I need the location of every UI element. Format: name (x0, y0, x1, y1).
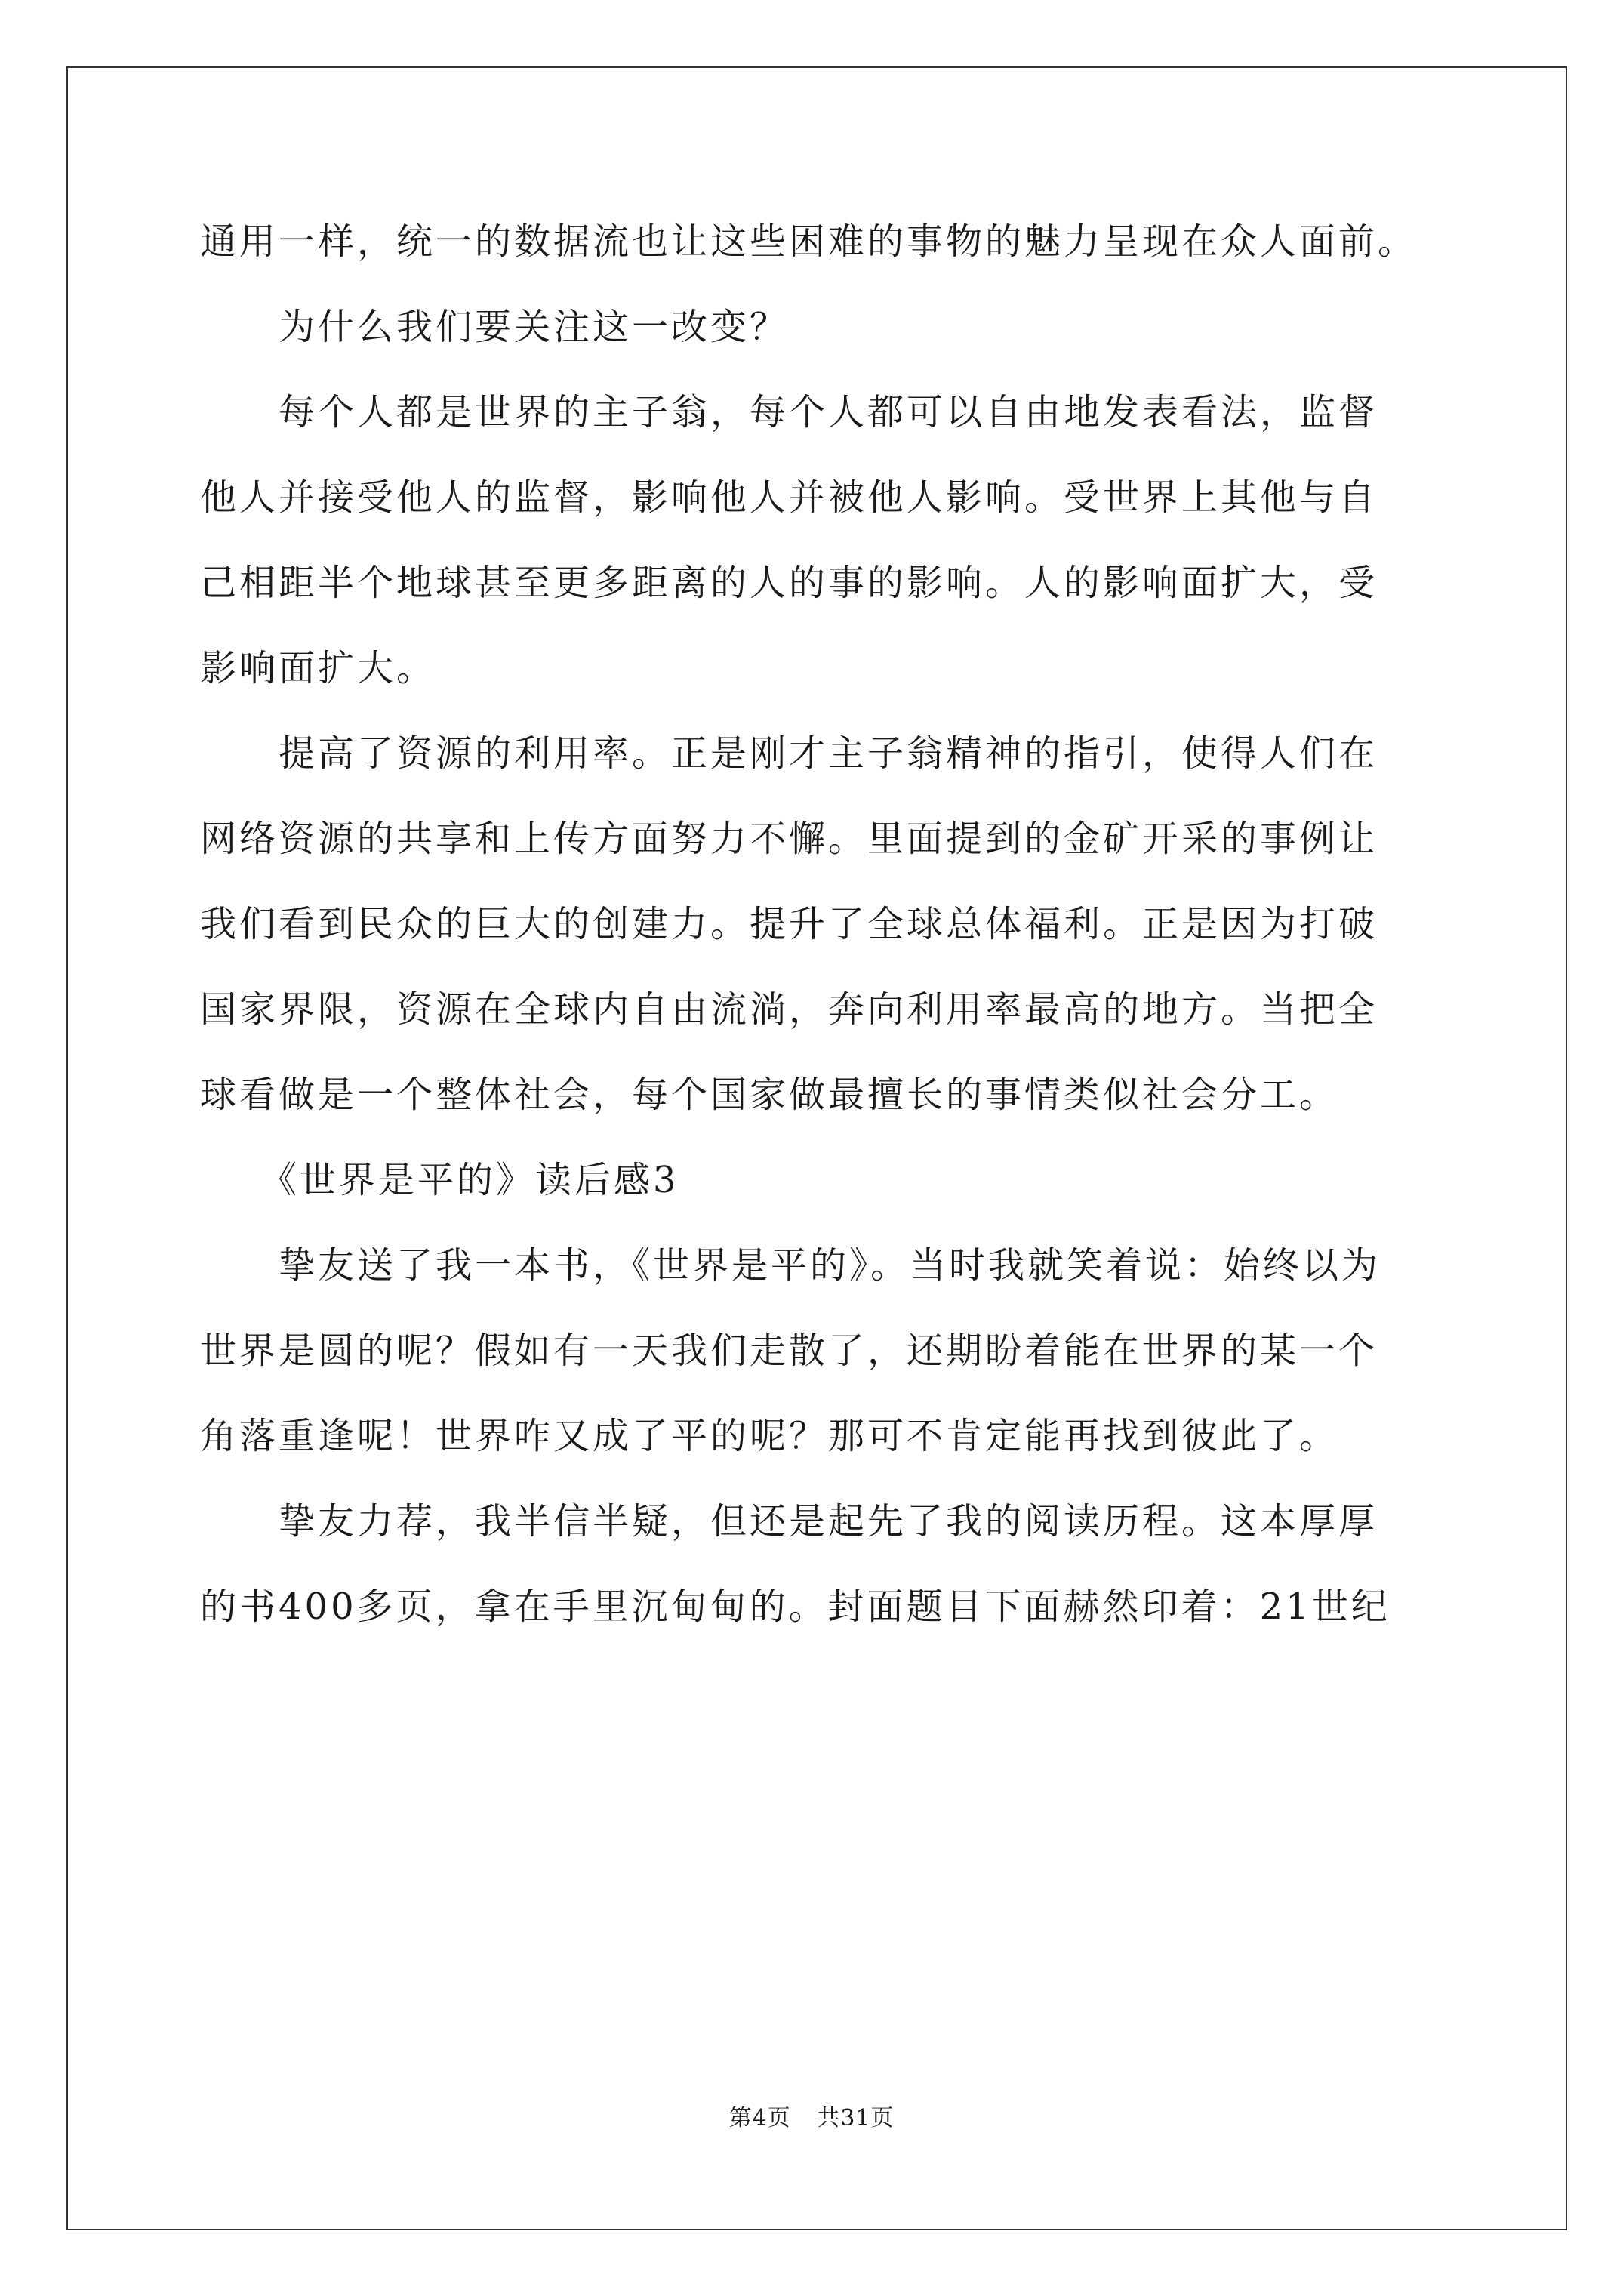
text-line-14: 世界是圆的呢？假如有一天我们走散了，还期盼着能在世界的某一个 (200, 1330, 1378, 1372)
text-line-16: 挚友力荐，我半信半疑，但还是起先了我的阅读历程。这本厚厚 (200, 1500, 1378, 1542)
text-line-15: 角落重逢呢！世界咋又成了平的呢？那可不肯定能再找到彼此了。 (200, 1415, 1339, 1457)
section-heading: 《世界是平的》读后感3 (200, 1159, 679, 1201)
text-line-11: 球看做是一个整体社会，每个国家做最擅长的事情类似社会分工。 (200, 1074, 1339, 1116)
text-line-10: 国家界限，资源在全球内自由流淌，奔向利用率最高的地方。当把全 (200, 988, 1378, 1031)
page-total: 共31页 (817, 2105, 895, 2131)
text-line-8: 网络资源的共享和上传方面努力不懈。里面提到的金矿开采的事例让 (200, 818, 1378, 860)
page-footer (0, 2099, 1623, 2132)
text-line-17: 的书400多页，拿在手里沉甸甸的。封面题目下面赫然印着：21世纪 (200, 1586, 1390, 1628)
text-line-6: 影响面扩大。 (200, 647, 436, 689)
text-line-1: 通用一样，统一的数据流也让这些困难的事物的魅力呈现在众人面前。 (200, 220, 1418, 263)
text-line-13: 挚友送了我一本书，《世界是平的》。当时我就笑着说：始终以为 (200, 1244, 1381, 1287)
text-line-5: 己相距半个地球甚至更多距离的人的事的影响。人的影响面扩大，受 (200, 562, 1378, 604)
text-line-7: 提高了资源的利用率。正是刚才主子翁精神的指引，使得人们在 (200, 732, 1378, 775)
text-line-9: 我们看到民众的巨大的创建力。提升了全球总体福利。正是因为打破 (200, 903, 1378, 945)
text-line-4: 他人并接受他人的监督，影响他人并被他人影响。受世界上其他与自 (200, 476, 1378, 519)
text-line-2: 为什么我们要关注这一改变？ (200, 306, 790, 348)
text-line-3: 每个人都是世界的主子翁，每个人都可以自由地发表看法，监督 (200, 391, 1378, 433)
page-number: 第4页 (728, 2105, 791, 2131)
